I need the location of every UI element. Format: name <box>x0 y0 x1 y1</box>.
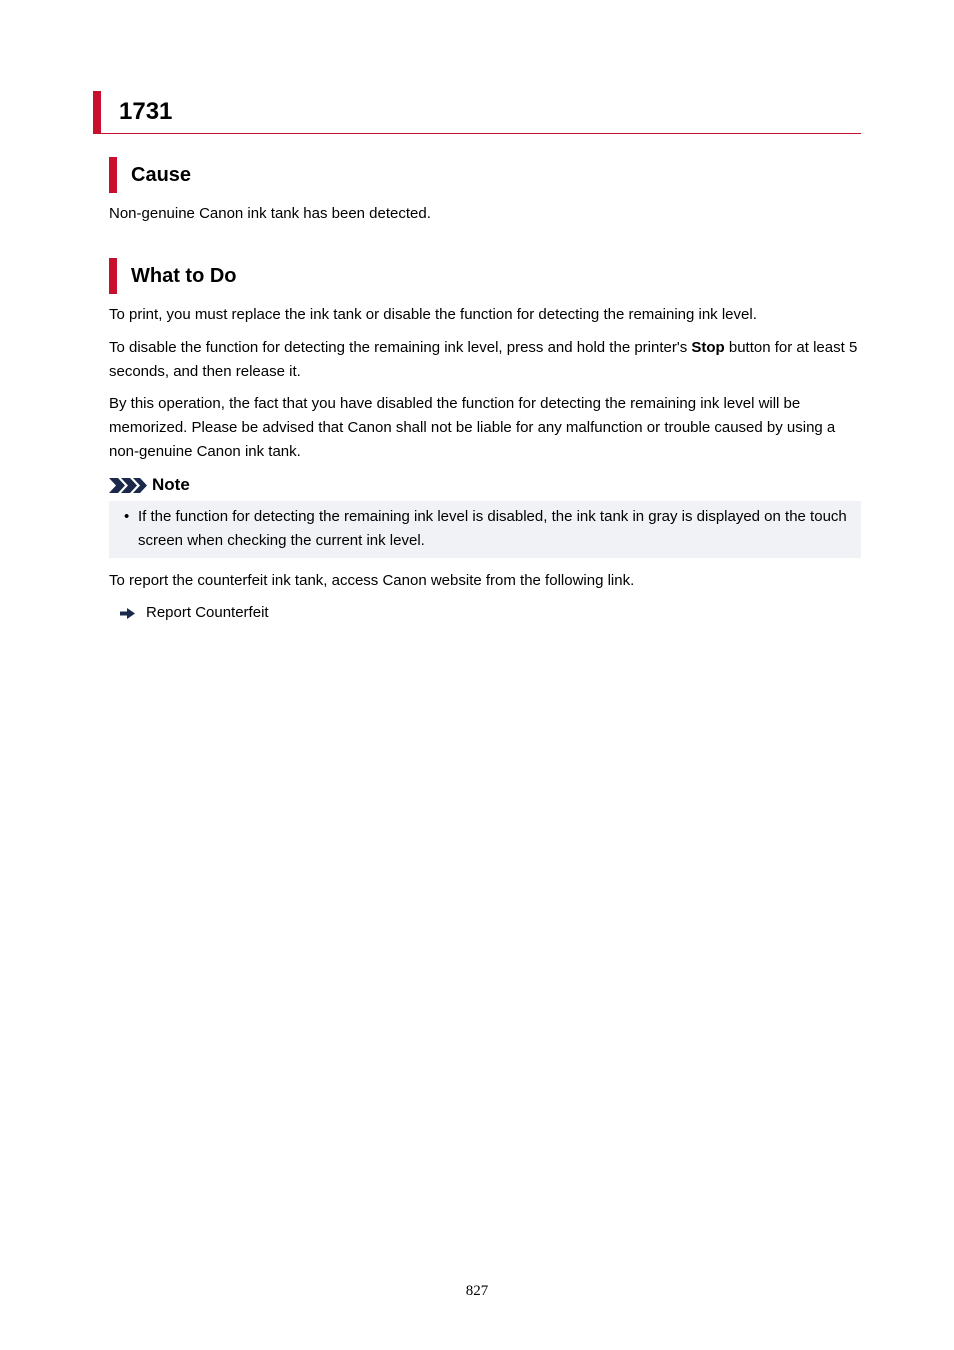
cause-heading: Cause <box>131 164 192 186</box>
paragraph-text: To disable the function for detecting the remaining ink level, press and hold the printer's <box>109 339 692 356</box>
note-label: Note <box>152 475 190 494</box>
note-item: If the function for detecting the remaining ink level is disabled, the ink tank in gray is displayed on the touch screen when checking the current ink level. <box>138 508 847 549</box>
cause-section-header <box>109 157 709 193</box>
what-to-do-heading: What to Do <box>131 265 237 287</box>
report-paragraph: To report the counterfeit ink tank, access Canon website from the following link. <box>109 572 635 589</box>
report-counterfeit-link[interactable]: Report Counterfeit <box>146 604 269 621</box>
section-accent-bar <box>109 157 117 193</box>
bullet: • <box>124 508 130 525</box>
what-to-do-section-header <box>109 258 709 294</box>
page-title: 1731 <box>119 98 173 125</box>
instruction-paragraph-2 <box>109 336 861 384</box>
title-accent-bar <box>93 91 101 133</box>
note-chevrons-icon <box>109 478 149 493</box>
page-number: 827 <box>465 1283 489 1299</box>
note-box <box>109 501 861 558</box>
instruction-paragraph-3: By this operation, the fact that you have disabled the function for detecting the remaining ink level will be memorized. Please be advised that Canon shall not be liable for any malfunction or trouble caused by using a non-genuine Canon ink tank. <box>109 395 836 460</box>
instruction-paragraph-1: To print, you must replace the ink tank or disable the function for detecting the remaining ink level. <box>109 306 757 323</box>
section-accent-bar <box>109 258 117 294</box>
page-title-header <box>93 91 861 134</box>
cause-text: Non-genuine Canon ink tank has been detected. <box>109 205 431 222</box>
arrow-right-icon <box>120 608 135 619</box>
stop-button-name: Stop <box>691 339 725 356</box>
paragraph-text: button for at least 5 seconds, and then release it. <box>109 339 858 380</box>
